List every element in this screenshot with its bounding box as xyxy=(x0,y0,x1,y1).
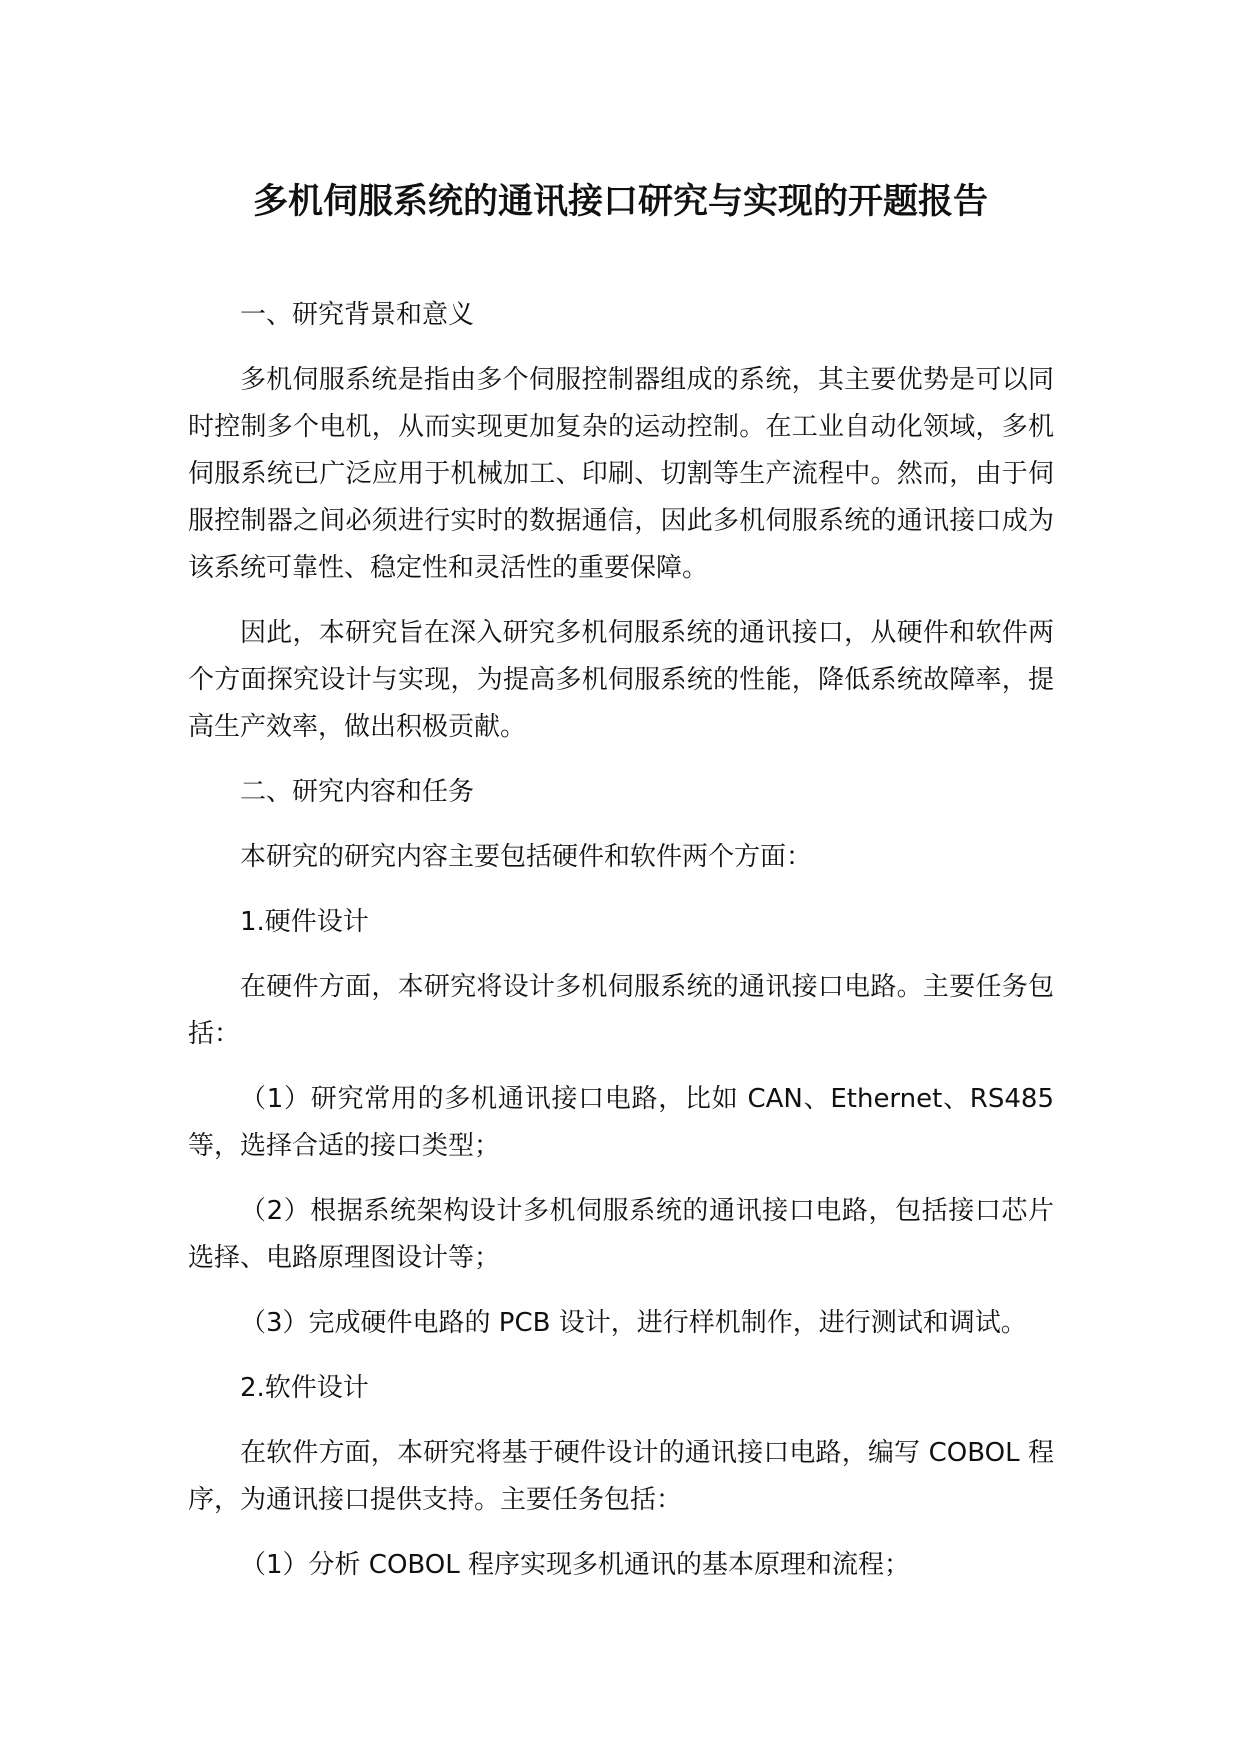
paragraph-purpose: 因此，本研究旨在深入研究多机伺服系统的通讯接口，从硬件和软件两个方面探究设计与实现，为提高多机伺服系统的性能，降低系统故障率，提高生产效率，做出积极贡献。 xyxy=(188,618,1054,742)
subheading-software: 2.软件设计 xyxy=(240,1373,369,1403)
paragraph-background: 多机伺服系统是指由多个伺服控制器组成的系统，其主要优势是可以同时控制多个电机，从而实现更加复杂的运动控制。在工业自动化领域，多机伺服系统已广泛应用于机械加工、印刷、切割等生产流程中。然而，由于伺服控制器之间必须进行实时的数据通信，因此多机伺服系统的通讯接口成为该系统可靠性、稳定性和灵活性的重要保障。 xyxy=(188,365,1054,583)
paragraph-software-intro: 在软件方面，本研究将基于硬件设计的通讯接口电路，编写 COBOL 程序，为通讯接口提供支持。主要任务包括： xyxy=(188,1438,1054,1515)
section-heading-content: 二、研究内容和任务 xyxy=(240,777,475,807)
list-item-software-1: （1）分析 COBOL 程序实现多机通讯的基本原理和流程； xyxy=(240,1550,911,1580)
document-title: 多机伺服系统的通讯接口研究与实现的开题报告 xyxy=(252,182,988,222)
paragraph-content-intro: 本研究的研究内容主要包括硬件和软件两个方面： xyxy=(240,842,813,872)
list-item-hardware-2: （2）根据系统架构设计多机伺服系统的通讯接口电路，包括接口芯片选择、电路原理图设计等； xyxy=(188,1196,1054,1273)
subheading-hardware: 1.硬件设计 xyxy=(240,907,369,937)
list-item-hardware-1: （1）研究常用的多机通讯接口电路，比如 CAN、Ethernet、RS485 等，选择合适的接口类型； xyxy=(188,1084,1054,1161)
paragraph-hardware-intro: 在硬件方面，本研究将设计多机伺服系统的通讯接口电路。主要任务包括： xyxy=(188,972,1054,1049)
document-body xyxy=(188,292,1054,1607)
section-heading-background: 一、研究背景和意义 xyxy=(240,300,475,330)
list-item-hardware-3: （3）完成硬件电路的 PCB 设计，进行样机制作，进行测试和调试。 xyxy=(240,1308,1027,1338)
